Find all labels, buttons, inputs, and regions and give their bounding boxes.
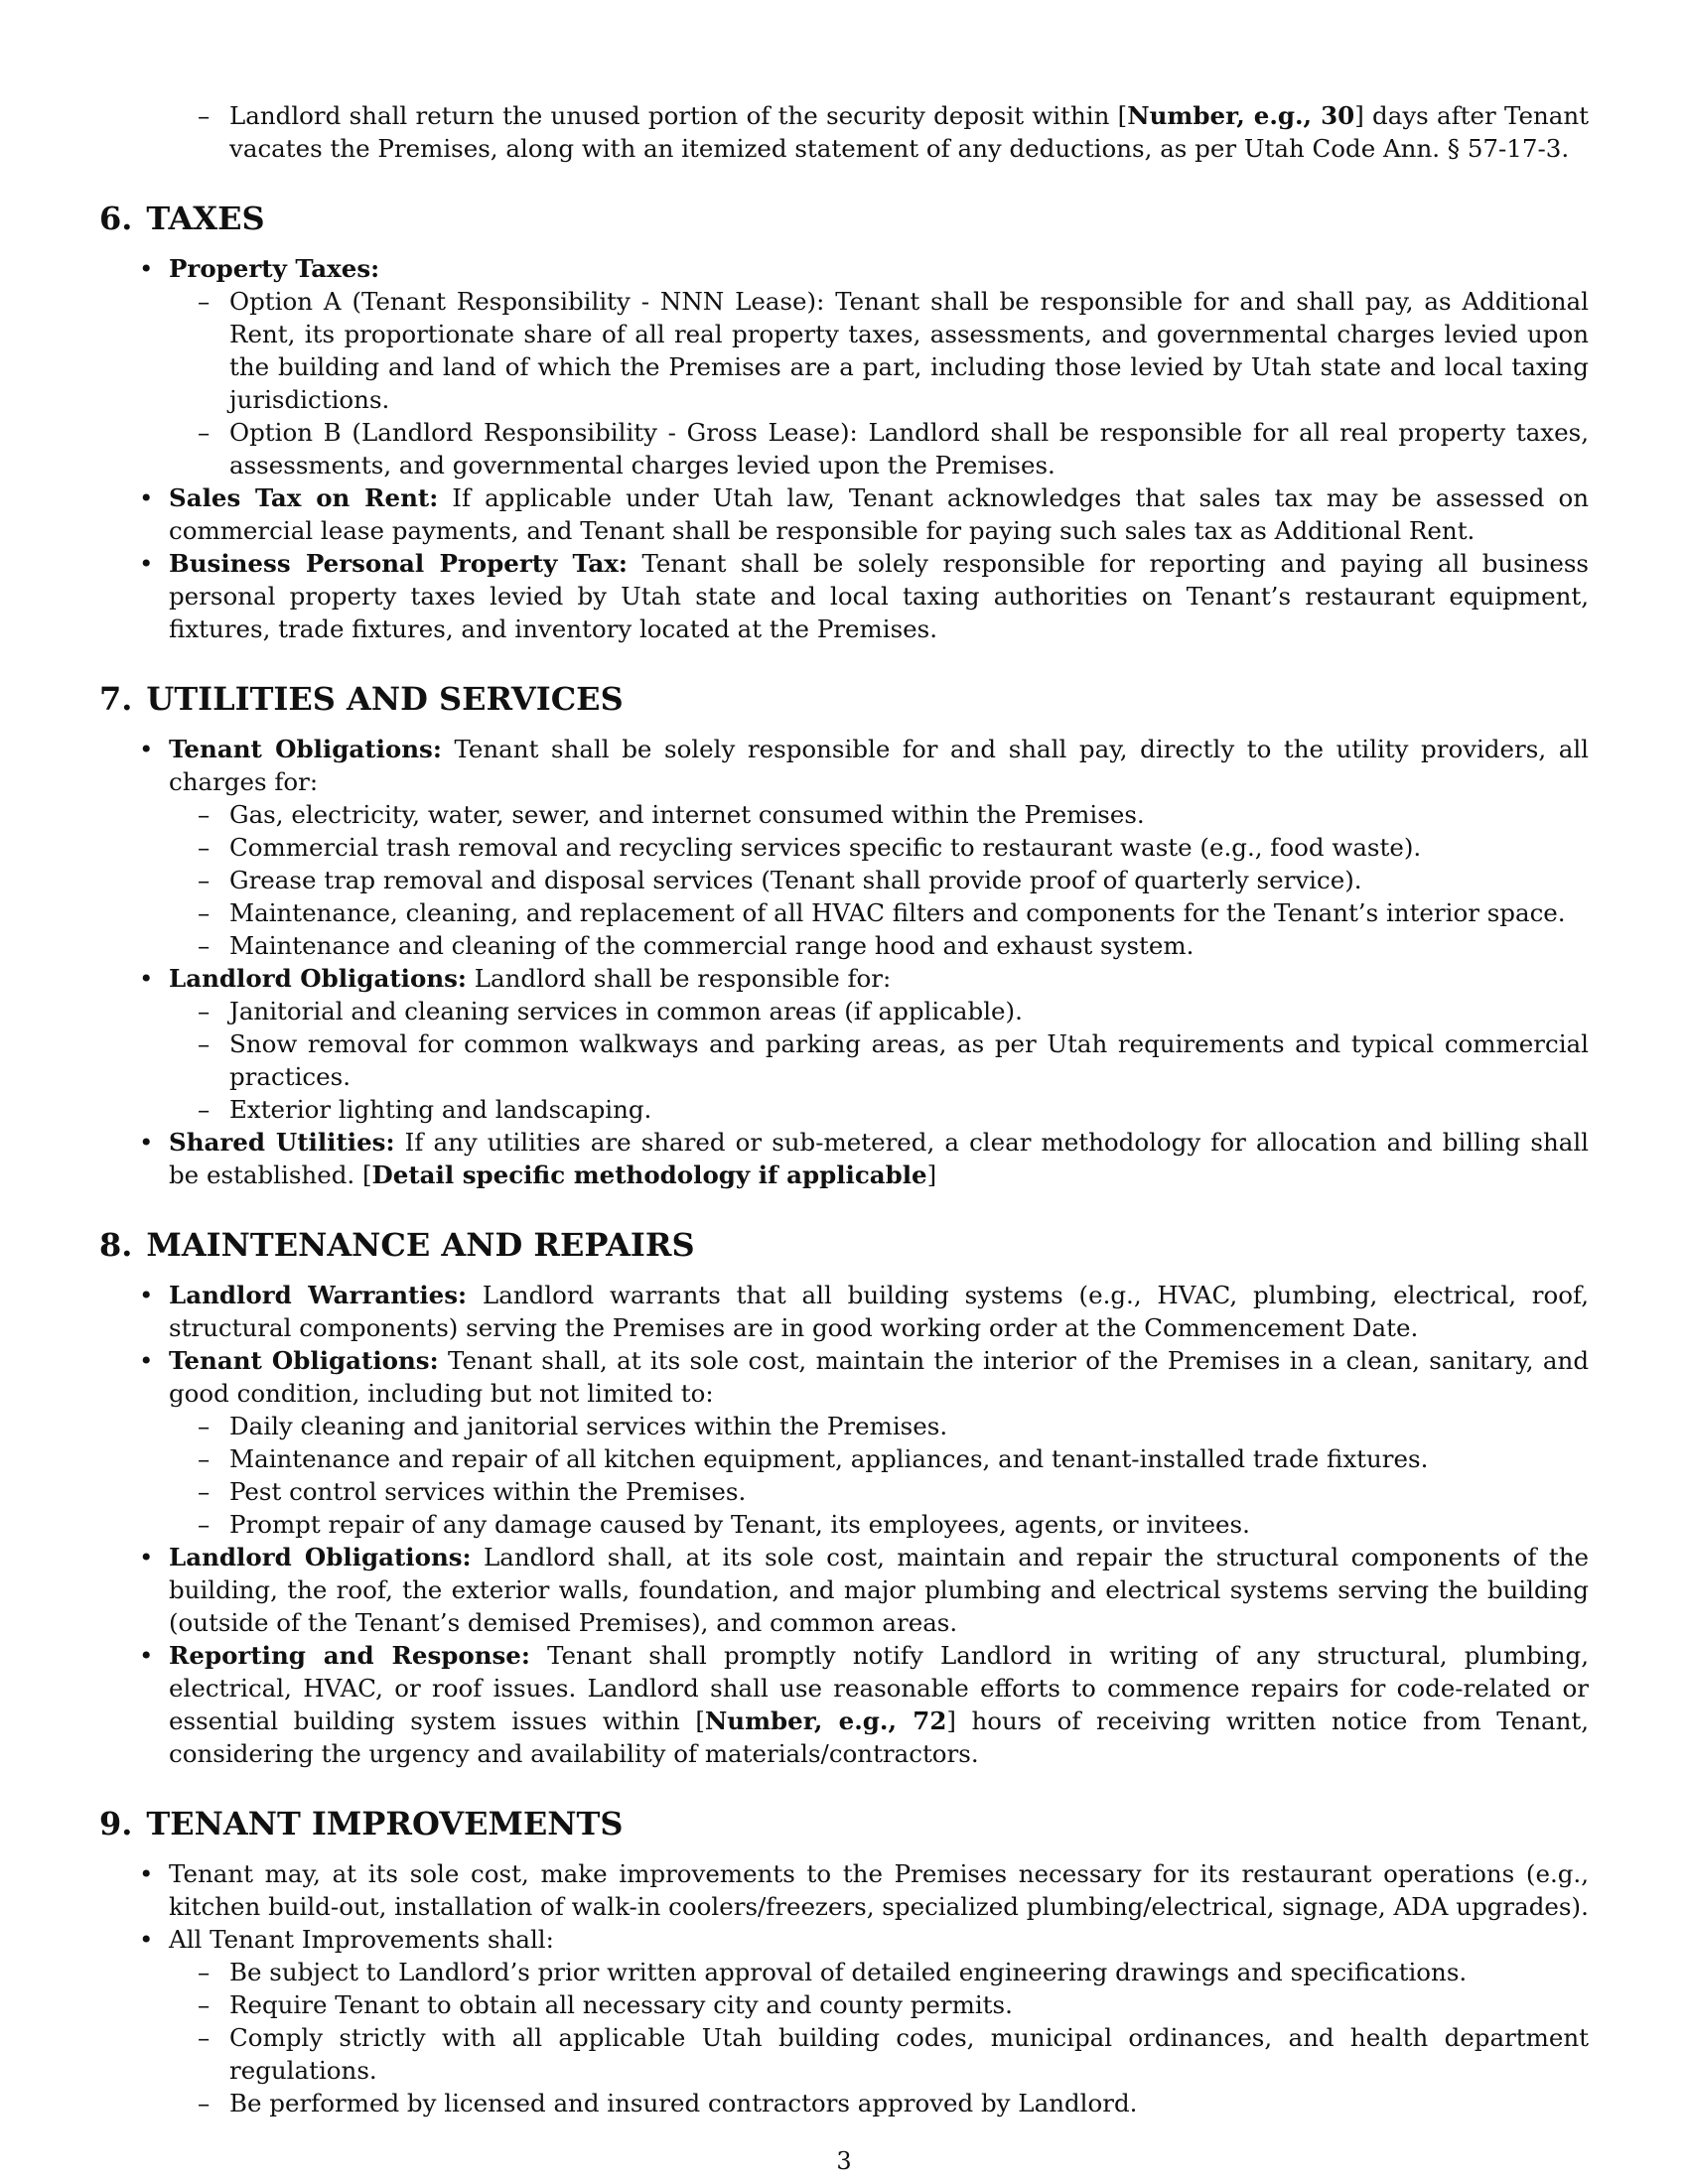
sub-list xyxy=(169,798,1589,962)
section-utilities xyxy=(99,679,1589,1191)
bullet-list xyxy=(99,733,1589,1191)
list-item: • Reporting and Response: Tenant shall promptly notify Landlord in writing of any structural, plumbing, electrical, HVAC, or roof issues. Landlord shall use reasonable efforts to commence repairs for code-related or essential building system issues within [Number, e.g., 72] hours of receiving written notice from Tenant, considering the urgency and availability of materials/contractors. xyxy=(99,1639,1589,1770)
sub-list xyxy=(169,285,1589,481)
list-item: – Pest control services within the Premises. xyxy=(169,1475,1589,1508)
list-item: – Option A (Tenant Responsibility - NNN Lease): Tenant shall be responsible for and shall pay, as Additional Rent, its proportionate share of all real property taxes, assessments, and governmental charges levied upon the building and land of which the Premises are a part, including those levied by Utah state and local taxing jurisdictions. xyxy=(169,285,1589,416)
sub-list xyxy=(169,995,1589,1126)
section-taxes xyxy=(99,199,1589,645)
list-item: – Be subject to Landlord’s prior written approval of detailed engineering drawings and specifications. xyxy=(169,1956,1589,1988)
list-item: – Comply strictly with all applicable Utah building codes, municipal ordinances, and health department regulations. xyxy=(169,2021,1589,2087)
section-heading: 6. TAXES xyxy=(99,200,265,237)
section-maintenance xyxy=(99,1225,1589,1770)
list-item: – Maintenance, cleaning, and replacement of all HVAC filters and components for the Tenant’s interior space. xyxy=(169,896,1589,929)
sub-list xyxy=(169,1956,1589,2119)
list-item: – Janitorial and cleaning services in common areas (if applicable). xyxy=(169,995,1589,1027)
list-item: – Snow removal for common walkways and parking areas, as per Utah requirements and typical commercial practices. xyxy=(169,1027,1589,1093)
page-number: 3 xyxy=(836,2147,852,2175)
list-item: – Prompt repair of any damage caused by Tenant, its employees, agents, or invitees. xyxy=(169,1508,1589,1541)
bullet-list xyxy=(99,1279,1589,1770)
list-item: – Maintenance and repair of all kitchen equipment, appliances, and tenant-installed trade fixtures. xyxy=(169,1442,1589,1475)
list-item: • Landlord Warranties: Landlord warrants that all building systems (e.g., HVAC, plumbing, electrical, roof, structural components) serving the Premises are in good working order at the Commencement Date. xyxy=(99,1279,1589,1344)
list-item: – Require Tenant to obtain all necessary city and county permits. xyxy=(169,1988,1589,2021)
list-item: • Landlord Obligations: Landlord shall be responsible for: – Janitorial and cleaning services in common areas (if applicable). – Snow removal for common walkways and parking areas, as per Utah requirements and typical commercial practices. – Exterior lighting and landscaping. xyxy=(99,962,1589,1126)
list-item: – Commercial trash removal and recycling services specific to restaurant waste (e.g., food waste). xyxy=(169,831,1589,864)
security-deposit-continuation xyxy=(99,99,1589,165)
bullet-list xyxy=(99,1857,1589,2119)
section-heading: 9. TENANT IMPROVEMENTS xyxy=(99,1805,624,1843)
section-tenant-improvements xyxy=(99,1804,1589,2119)
list-item: – Gas, electricity, water, sewer, and internet consumed within the Premises. xyxy=(169,798,1589,831)
list-item: – Be performed by licensed and insured contractors approved by Landlord. xyxy=(169,2087,1589,2119)
list-item: • Property Taxes: – Option A (Tenant Responsibility - NNN Lease): Tenant shall be responsible for and shall pay, as Additional Rent, its proportionate share of all real property taxes, assessments, and governmental charges levied upon the building and land of which the Premises are a part, including those levied by Utah state and local taxing jurisdictions. – Option B (Landlord Responsibility - Gross Lease): Landlord shall be responsible for all real property taxes, assessments, and governmental charges levied upon the Premises. xyxy=(99,252,1589,481)
list-item: – Daily cleaning and janitorial services within the Premises. xyxy=(169,1410,1589,1442)
list-item: • Tenant Obligations: Tenant shall be solely responsible for and shall pay, directly to the utility providers, all charges for: – Gas, electricity, water, sewer, and internet consumed within the Premises. – Commercial trash removal and recycling services specific to restaurant waste (e.g., food waste). – Grease trap removal and disposal services (Tenant shall provide proof of quarterly service). – Maintenance, cleaning, and replacement of all HVAC filters and components for the Tenant’s interior space. – Maintenance and cleaning of the commercial range hood and exhaust system. xyxy=(99,733,1589,962)
document-page xyxy=(99,99,1589,2119)
list-item: • Sales Tax on Rent: If applicable under Utah law, Tenant acknowledges that sales tax may be assessed on commercial lease payments, and Tenant shall be responsible for paying such sales tax as Additional Rent. xyxy=(99,481,1589,547)
list-item: • Shared Utilities: If any utilities are shared or sub-metered, a clear methodology for allocation and billing shall be established. [Detail specific methodology if applicable] xyxy=(99,1126,1589,1191)
list-item: – Grease trap removal and disposal services (Tenant shall provide proof of quarterly service). xyxy=(169,864,1589,896)
list-item: – Maintenance and cleaning of the commercial range hood and exhaust system. xyxy=(169,929,1589,962)
list-item: • Business Personal Property Tax: Tenant shall be solely responsible for reporting and paying all business personal property taxes levied by Utah state and local taxing authorities on Tenant’s restaurant equipment, fixtures, trade fixtures, and inventory located at the Premises. xyxy=(99,547,1589,645)
list-item: • Tenant may, at its sole cost, make improvements to the Premises necessary for its restaurant operations (e.g., kitchen build-out, installation of walk-in coolers/freezers, specialized plumbing/electrical, signage, ADA upgrades). xyxy=(99,1857,1589,1923)
bullet-list xyxy=(99,252,1589,645)
list-item: • All Tenant Improvements shall: – Be subject to Landlord’s prior written approval of detailed engineering drawings and specifications. – Require Tenant to obtain all necessary city and county permits. – Comply strictly with all applicable Utah building codes, municipal ordinances, and health department regulations. – Be performed by licensed and insured contractors approved by Landlord. xyxy=(99,1923,1589,2119)
list-item: – Exterior lighting and landscaping. xyxy=(169,1093,1589,1126)
sub-list xyxy=(169,1410,1589,1541)
section-heading: 7. UTILITIES AND SERVICES xyxy=(99,680,624,718)
list-item: – Option B (Landlord Responsibility - Gross Lease): Landlord shall be responsible for all real property taxes, assessments, and governmental charges levied upon the Premises. xyxy=(169,416,1589,481)
section-heading: 8. MAINTENANCE AND REPAIRS xyxy=(99,1226,695,1264)
list-item: • Tenant Obligations: Tenant shall, at its sole cost, maintain the interior of the Premises in a clean, sanitary, and good condition, including but not limited to: – Daily cleaning and janitorial services within the Premises. – Maintenance and repair of all kitchen equipment, appliances, and tenant-installed trade fixtures. – Pest control services within the Premises. – Prompt repair of any damage caused by Tenant, its employees, agents, or invitees. xyxy=(99,1344,1589,1541)
list-item: – Landlord shall return the unused portion of the security deposit within [Number, e.g., 30] days after Tenant vacates the Premises, along with an itemized statement of any deductions, as per Utah Code Ann. § 57-17-3. xyxy=(99,99,1589,165)
list-item: • Landlord Obligations: Landlord shall, at its sole cost, maintain and repair the structural components of the building, the roof, the exterior walls, foundation, and major plumbing and electrical systems serving the building (outside of the Tenant’s demised Premises), and common areas. xyxy=(99,1541,1589,1639)
